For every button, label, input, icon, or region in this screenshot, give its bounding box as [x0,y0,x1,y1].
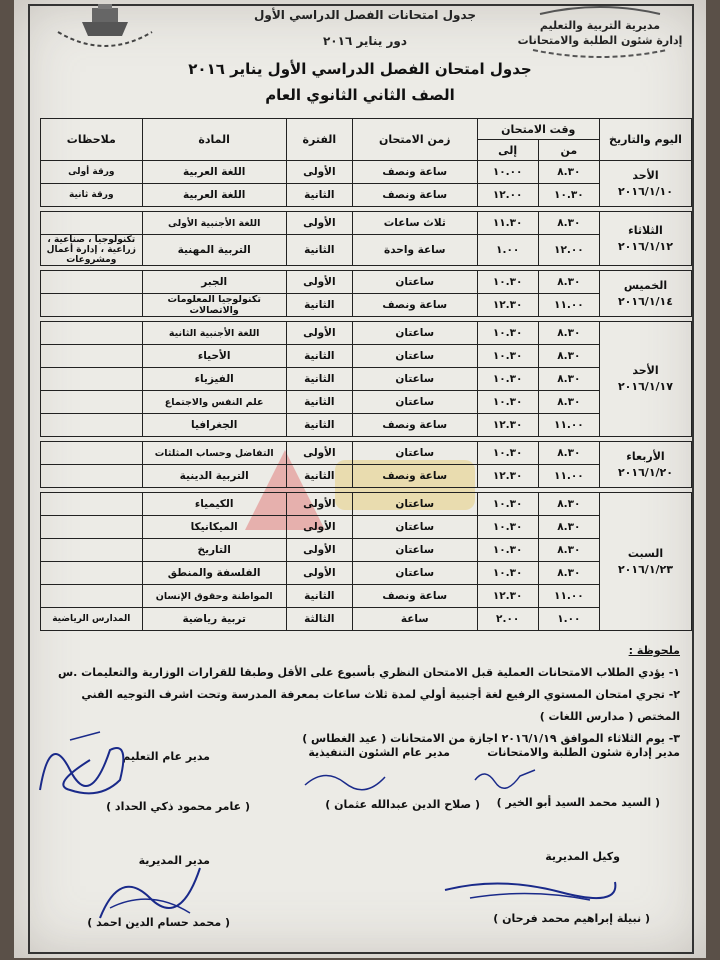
day-name: الأربعاء [626,449,665,463]
handwritten-signature-executive [300,765,390,795]
subject-cell: التاريخ [142,539,286,562]
period-cell: الثانية [286,235,352,266]
time-to-cell: ١٢.٣٠ [477,294,538,317]
day-date-cell [599,212,691,266]
duration-cell: ساعة ونصف [352,585,477,608]
time-from-cell: ١١.٠٠ [538,414,599,437]
time-to-cell: ١.٠٠ [477,235,538,266]
time-to-cell: ١٢.٣٠ [477,465,538,488]
notes-cell: المدارس الرياضية [41,608,143,631]
notes-cell [41,493,143,516]
day-name: الأحد [632,168,659,182]
duration-cell: ساعتان [352,539,477,562]
header-line-2: دور يناير ٢٠١٦ [322,34,408,48]
period-cell: الأولى [286,539,352,562]
duration-cell: ساعة واحدة [352,235,477,266]
period-cell: الأولى [286,562,352,585]
notes-cell [41,539,143,562]
notes-cell [41,271,143,294]
subject-cell: علم النفس والاجتماع [142,391,286,414]
subject-cell: اللغة الأجنبية الأولى [142,212,286,235]
time-to-cell: ١٠.٣٠ [477,516,538,539]
time-to-cell: ١٢.٠٠ [477,184,538,207]
day-date-cell [599,442,691,488]
time-from-cell: ٨.٣٠ [538,562,599,585]
time-from-cell: ٨.٣٠ [538,345,599,368]
time-from-cell: ٨.٣٠ [538,161,599,184]
document-subtitle: الصف الثاني الثانوي العام [265,86,455,104]
period-cell: الثانية [286,368,352,391]
time-from-cell: ١١.٠٠ [538,585,599,608]
notes-cell [41,391,143,414]
duration-cell: ساعة [352,608,477,631]
subject-cell: التربية الدينية [142,465,286,488]
time-from-cell: ١.٠٠ [538,608,599,631]
subject-cell: الفلسفة والمنطق [142,562,286,585]
note-line-1: ١- يؤدي الطلاب الامتحانات العملية قبل الامتحان النظري بأسبوع على الأقل وطبقا للقرارات الوزارية والتعليمات .س [57,666,680,679]
table-row [41,493,692,516]
period-cell: الأولى [286,161,352,184]
notes-heading: ملحوظة : [628,644,680,657]
notes-cell [41,212,143,235]
note-line-3: المختص ( مدارس اللغات ) [539,710,680,723]
subject-cell: تربية رياضية [142,608,286,631]
subject-cell: التفاضل وحساب المثلثات [142,442,286,465]
time-from-cell: ٨.٣٠ [538,539,599,562]
subject-cell: تكنولوجيا المعلومات والاتصالات [142,294,286,317]
handwritten-signature-students-affairs [470,762,540,792]
time-to-cell: ١٠.٣٠ [477,345,538,368]
time-to-cell: ١٠.٣٠ [477,322,538,345]
duration-cell: ساعة ونصف [352,414,477,437]
table-row [41,235,692,266]
exam-schedule-table [40,118,692,631]
subject-cell: اللغة العربية [142,184,286,207]
signature-name-education: ( عامر محمود ذكي الحداد ) [106,800,250,813]
duration-cell: ساعتان [352,271,477,294]
signature-name-director: ( محمد حسام الدين احمد ) [87,916,230,929]
time-to-cell: ٢.٠٠ [477,608,538,631]
duration-cell: ساعتان [352,516,477,539]
table-row [41,465,692,488]
subject-cell: الكيمياء [142,493,286,516]
notes-cell: ورقة ثانية [41,184,143,207]
subject-cell: اللغة الأجنبية الثانية [142,322,286,345]
note-line-4: ٣- يوم الثلاثاء الموافق ٢٠١٦/١/١٩ اجازة من الامتحانات ( عيد الغطاس ) [302,732,680,745]
notes-cell [41,562,143,585]
period-cell: الأولى [286,516,352,539]
col-duration: زمن الامتحان [352,119,477,161]
table-row [41,368,692,391]
period-cell: الثانية [286,184,352,207]
table-row [41,294,692,317]
subject-cell: الميكانيكا [142,516,286,539]
notes-cell [41,294,143,317]
notes-cell [41,368,143,391]
duration-cell: ساعتان [352,391,477,414]
period-cell: الثانية [286,465,352,488]
table-row [41,414,692,437]
signature-title-deputy: وكيل المديرية [545,850,620,863]
duration-cell: ساعتان [352,345,477,368]
duration-cell: ساعة ونصف [352,294,477,317]
time-from-cell: ٨.٣٠ [538,442,599,465]
time-from-cell: ١١.٠٠ [538,465,599,488]
time-from-cell: ٨.٣٠ [538,271,599,294]
time-to-cell: ١٠.٣٠ [477,271,538,294]
day-name: السبت [627,546,664,560]
period-cell: الثانية [286,345,352,368]
notes-cell [41,414,143,437]
col-day: اليوم والتاريخ [599,119,691,161]
handwritten-signature-education [30,720,160,810]
exam-date: ٢٠١٦/١/٢٣ [617,562,673,576]
subject-cell: التربية المهنية [142,235,286,266]
duration-cell: ساعة ونصف [352,184,477,207]
period-cell: الأولى [286,271,352,294]
period-cell: الثانية [286,414,352,437]
time-from-cell: ٨.٣٠ [538,368,599,391]
period-cell: الأولى [286,212,352,235]
notes-cell [41,442,143,465]
notes-cell [41,465,143,488]
signature-title-education: مدير عام التعليم [122,750,210,763]
duration-cell: ساعتان [352,368,477,391]
table-row [41,608,692,631]
header-center [220,2,510,54]
signature-title-students-affairs: مدير إدارة شئون الطلبة والامتحانات [487,746,680,759]
directorate-header [510,4,690,60]
table-row [41,585,692,608]
time-from-cell: ٨.٣٠ [538,391,599,414]
time-from-cell: ١٠.٣٠ [538,184,599,207]
subject-cell: المواطنة وحقوق الإنسان [142,585,286,608]
duration-cell: ساعة ونصف [352,161,477,184]
time-to-cell: ١٠.٠٠ [477,161,538,184]
directorate-line-1: مديرية التربية والتعليم [539,19,661,32]
exam-date: ٢٠١٦/١/١٧ [617,380,673,393]
exam-date: ٢٠١٦/١/١٢ [617,239,673,253]
table-row [41,212,692,235]
table-row [41,442,692,465]
subject-cell: الجغرافيا [142,414,286,437]
ministry-logo-icon [50,2,160,52]
duration-cell: ثلاث ساعات [352,212,477,235]
day-name: الخميس [623,278,668,292]
time-from-cell: ٨.٣٠ [538,212,599,235]
header-line-1: جدول امتحانات الفصل الدراسي الأول [253,8,477,22]
period-cell: الأولى [286,442,352,465]
day-date-cell [599,322,691,437]
time-to-cell: ١٠.٣٠ [477,493,538,516]
table-header-row [41,119,692,140]
subject-cell: الفيزياء [142,368,286,391]
col-subject: المادة [142,119,286,161]
time-to-cell: ١٠.٣٠ [477,539,538,562]
table-row [41,516,692,539]
duration-cell: ساعتان [352,562,477,585]
notes-cell: ورقة أولى [41,161,143,184]
time-to-cell: ١٠.٣٠ [477,391,538,414]
notes-cell [41,516,143,539]
day-name: الأحد [632,364,659,377]
table-row [41,539,692,562]
table-body [41,161,692,631]
period-cell: الأولى [286,322,352,345]
table-row [41,562,692,585]
time-to-cell: ١١.٣٠ [477,212,538,235]
duration-cell: ساعة ونصف [352,465,477,488]
time-to-cell: ١٠.٣٠ [477,442,538,465]
exam-date: ٢٠١٦/١/١٠ [617,184,673,198]
table-row [41,322,692,345]
period-cell: الثانية [286,391,352,414]
duration-cell: ساعتان [352,442,477,465]
time-from-cell: ٨.٣٠ [538,493,599,516]
col-to: إلى [477,140,538,161]
col-notes: ملاحظات [41,119,143,161]
col-from: من [538,140,599,161]
emblem-icon [530,4,670,18]
signature-name-executive-affairs: ( صلاح الدين عبدالله عثمان ) [325,798,480,811]
day-name: الثلاثاء [628,223,663,237]
document-title: جدول امتحان الفصل الدراسي الأول يناير ٢٠١٦ [188,60,532,78]
time-to-cell: ١٠.٣٠ [477,368,538,391]
time-from-cell: ١٢.٠٠ [538,235,599,266]
period-cell: الثانية [286,294,352,317]
table-row [41,345,692,368]
period-cell: الثالثة [286,608,352,631]
day-date-cell [599,271,691,317]
period-cell: الأولى [286,493,352,516]
signature-title-director: مدير المديرية [138,854,210,867]
table-row [41,184,692,207]
day-date-cell [599,493,691,631]
laurel-icon [525,48,675,60]
duration-cell: ساعتان [352,493,477,516]
notes-cell: تكنولوجيا ، صناعية ، زراعية ، إدارة أعمال ومشروعات [41,235,143,266]
signature-name-deputy: ( نبيلة إبراهيم محمد فرحان ) [493,912,650,925]
time-to-cell: ١٢.٣٠ [477,585,538,608]
note-line-2: ٢- تجري امتحان المستوي الرفيع لغة أجنبية أولي لمدة ثلاث ساعات بمعرفة المدرسة وتحت اشرف التوجيه الفني [81,688,680,701]
handwritten-signature-director [90,858,210,928]
col-period: الفترة [286,119,352,161]
day-date-cell [599,161,691,207]
handwritten-signature-deputy [440,868,620,908]
table-row [41,271,692,294]
time-from-cell: ١١.٠٠ [538,294,599,317]
time-from-cell: ٨.٣٠ [538,516,599,539]
exam-date: ٢٠١٦/١/١٤ [617,294,673,308]
subject-cell: الأحياء [142,345,286,368]
subject-cell: الجبر [142,271,286,294]
notes-cell [41,585,143,608]
notes-cell [41,345,143,368]
period-cell: الثانية [286,585,352,608]
table-row [41,161,692,184]
notes-cell [41,322,143,345]
table-row [41,391,692,414]
exam-date: ٢٠١٦/١/٢٠ [617,465,673,479]
time-to-cell: ١٠.٣٠ [477,562,538,585]
time-from-cell: ٨.٣٠ [538,322,599,345]
signature-name-students-affairs: ( السيد محمد السيد أبو الخير ) [496,796,660,809]
col-time: وقت الامتحان [477,119,599,140]
directorate-line-2: إدارة شئون الطلبة والامتحانات [517,34,683,47]
duration-cell: ساعتان [352,322,477,345]
subject-cell: اللغة العربية [142,161,286,184]
signature-title-executive-affairs: مدير عام الشئون التنفيذية [308,746,450,759]
time-to-cell: ١٢.٣٠ [477,414,538,437]
